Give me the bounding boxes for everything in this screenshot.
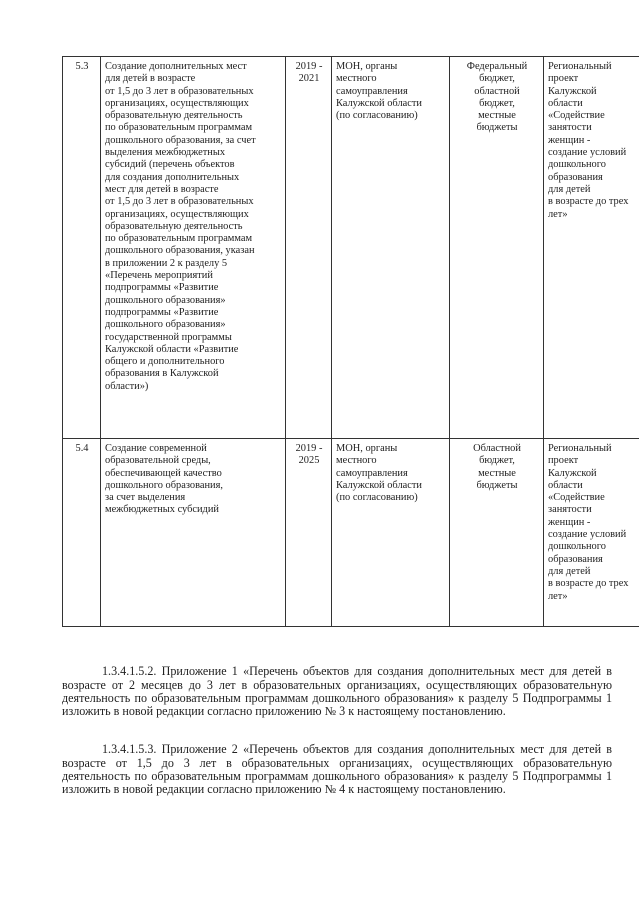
measures-table (62, 56, 639, 627)
measure-project: Региональный проект Калужской области «Содействие занятости женщин - создание условий дошкольного образования для детей в возрасте до трех лет» (544, 439, 639, 627)
measure-name: Создание дополнительных мест для детей в возрасте от 1,5 до 3 лет в образовательных организациях, осуществляющих образовательную деятельность по образовательным программам дошкольного образования, за счет выделения межбюджетных субсидий (перечень объектов для создания дополнительных мест для детей в возрасте от 1,5 до 3 лет в образовательных организациях, осуществляющих образовательную деятельность по образовательным программам дошкольного образования, указан в приложении 2 к разделу 5 «Перечень мероприятий подпрограммы «Развитие дошкольного образования» подпрограммы «Развитие дошкольного образования» государственной программы Калужской области «Развитие общего и дополнительного образования в Калужской области») (101, 57, 286, 439)
measure-years: 2019 - 2025 (286, 439, 332, 627)
measure-financing: Федеральный бюджет, областной бюджет, местные бюджеты (450, 57, 544, 439)
table-row (63, 57, 639, 439)
row-number: 5.3 (63, 57, 101, 439)
table-row (63, 439, 639, 627)
measure-financing: Областной бюджет, местные бюджеты (450, 439, 544, 627)
measure-project: Региональный проект Калужской области «Содействие занятости женщин - создание условий дошкольного образования для детей в возрасте до трех лет» (544, 57, 639, 439)
measure-executor: МОН, органы местного самоуправления Калужской области (по согласованию) (332, 439, 450, 627)
measure-name: Создание современной образовательной среды, обеспечивающей качество дошкольного образования, за счет выделения межбюджетных субсидий (101, 439, 286, 627)
paragraph-appendix-1: 1.3.4.1.5.2. Приложение 1 «Перечень объектов для создания дополнительных мест для детей в возрасте от 2 месяцев до 3 лет в образовательных организациях, осуществляющих образовательную деятельность по образовательным программам дошкольного образования» к разделу 5 Подпрограммы 1 изложить в новой редакции согласно приложению № 3 к настоящему постановлению. (62, 664, 612, 719)
measure-executor: МОН, органы местного самоуправления Калужской области (по согласованию) (332, 57, 450, 439)
row-number: 5.4 (63, 439, 101, 627)
paragraph-appendix-2: 1.3.4.1.5.3. Приложение 2 «Перечень объектов для создания дополнительных мест для детей в возрасте от 1,5 до 3 лет в образовательных организациях, осуществляющих образовательную деятельность по образовательным программам дошкольного образования» к разделу 5 Подпрограммы 1 изложить в новой редакции согласно приложению № 4 к настоящему постановлению. (62, 742, 612, 797)
measure-years: 2019 - 2021 (286, 57, 332, 439)
